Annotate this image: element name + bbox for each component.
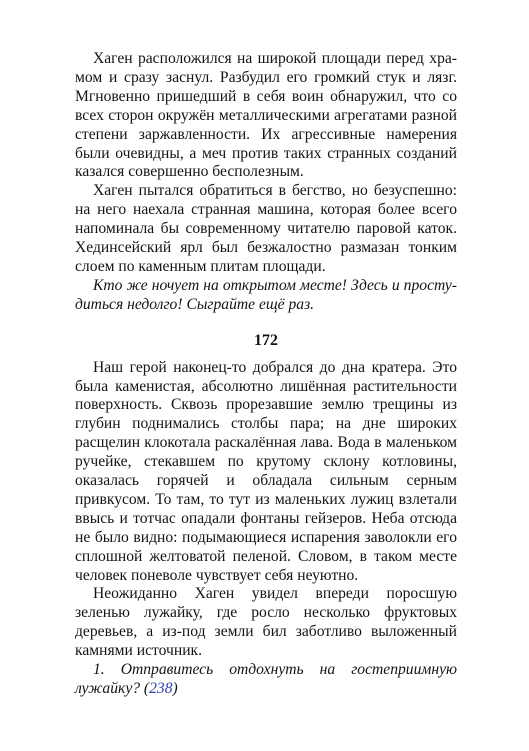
choice-1-link[interactable]: 238 [149, 680, 173, 697]
section-number: 172 [254, 331, 278, 349]
choice-1 [75, 661, 457, 699]
game-over-note: Кто же ночует на открытом месте! Здесь и простудиться недолго! Сыграйте ещё раз. [75, 276, 457, 313]
paragraph-crater-description: Наш герой наконец-то добрался до дна кратера. Это была каменистая, абсолютно лишённая растительности поверхность. Сквозь прорезавшие землю трещины из глубин поднимались столбы пара; на дне широких расщелин клокотала раскалённая лава. Вода в маленьком ручейке, стекавшем по крутому склону котловины, оказалась горячей и обладала сильным серным привкусом. То там, то тут из маленьких лужиц взлетали ввысь и тотчас опадали фонтаны гейзеров. Неба отсюда не было видно: подымающиеся испарения заволокли его сплошной желтоватой пеленой. Словом, в таком месте человек поневоле чувствует себя неуютно. [75, 358, 457, 584]
choice-1-close: ) [172, 680, 178, 697]
choice-1-text: 1. Отправитесь отдохнуть на гостеприимную лужайку? ( [75, 661, 457, 697]
paragraph-hagen-flees: Хаген пытался обратиться в бегство, но безуспешно: на него наехала странная машина, которая более всего напоминала бы современному читателю паровой каток. Хединсейский ярл был безжалостно размазан тонким слоем по каменным плитам площади. [75, 182, 457, 275]
paragraph-meadow: Неожиданно Хаген увидел впереди поросшую зеленью лужайку, где росло несколько фруктовых деревьев, а из-под земли бил заботливо выложенный камнями источник. [75, 585, 457, 660]
book-page [75, 50, 457, 699]
paragraph-hagen-sleeps: Хаген расположился на широкой площади перед храмом и сразу заснул. Разбудил его громкий стук и лязг. Мгновенно пришедший в себя воин обнаружил, что со всех сторон окружён металлическими агрегатами разной степени заржавленности. Их агрессивные намерения были очевидны, а меч против таких странных созданий казался совершенно бесполезным. [75, 50, 457, 181]
